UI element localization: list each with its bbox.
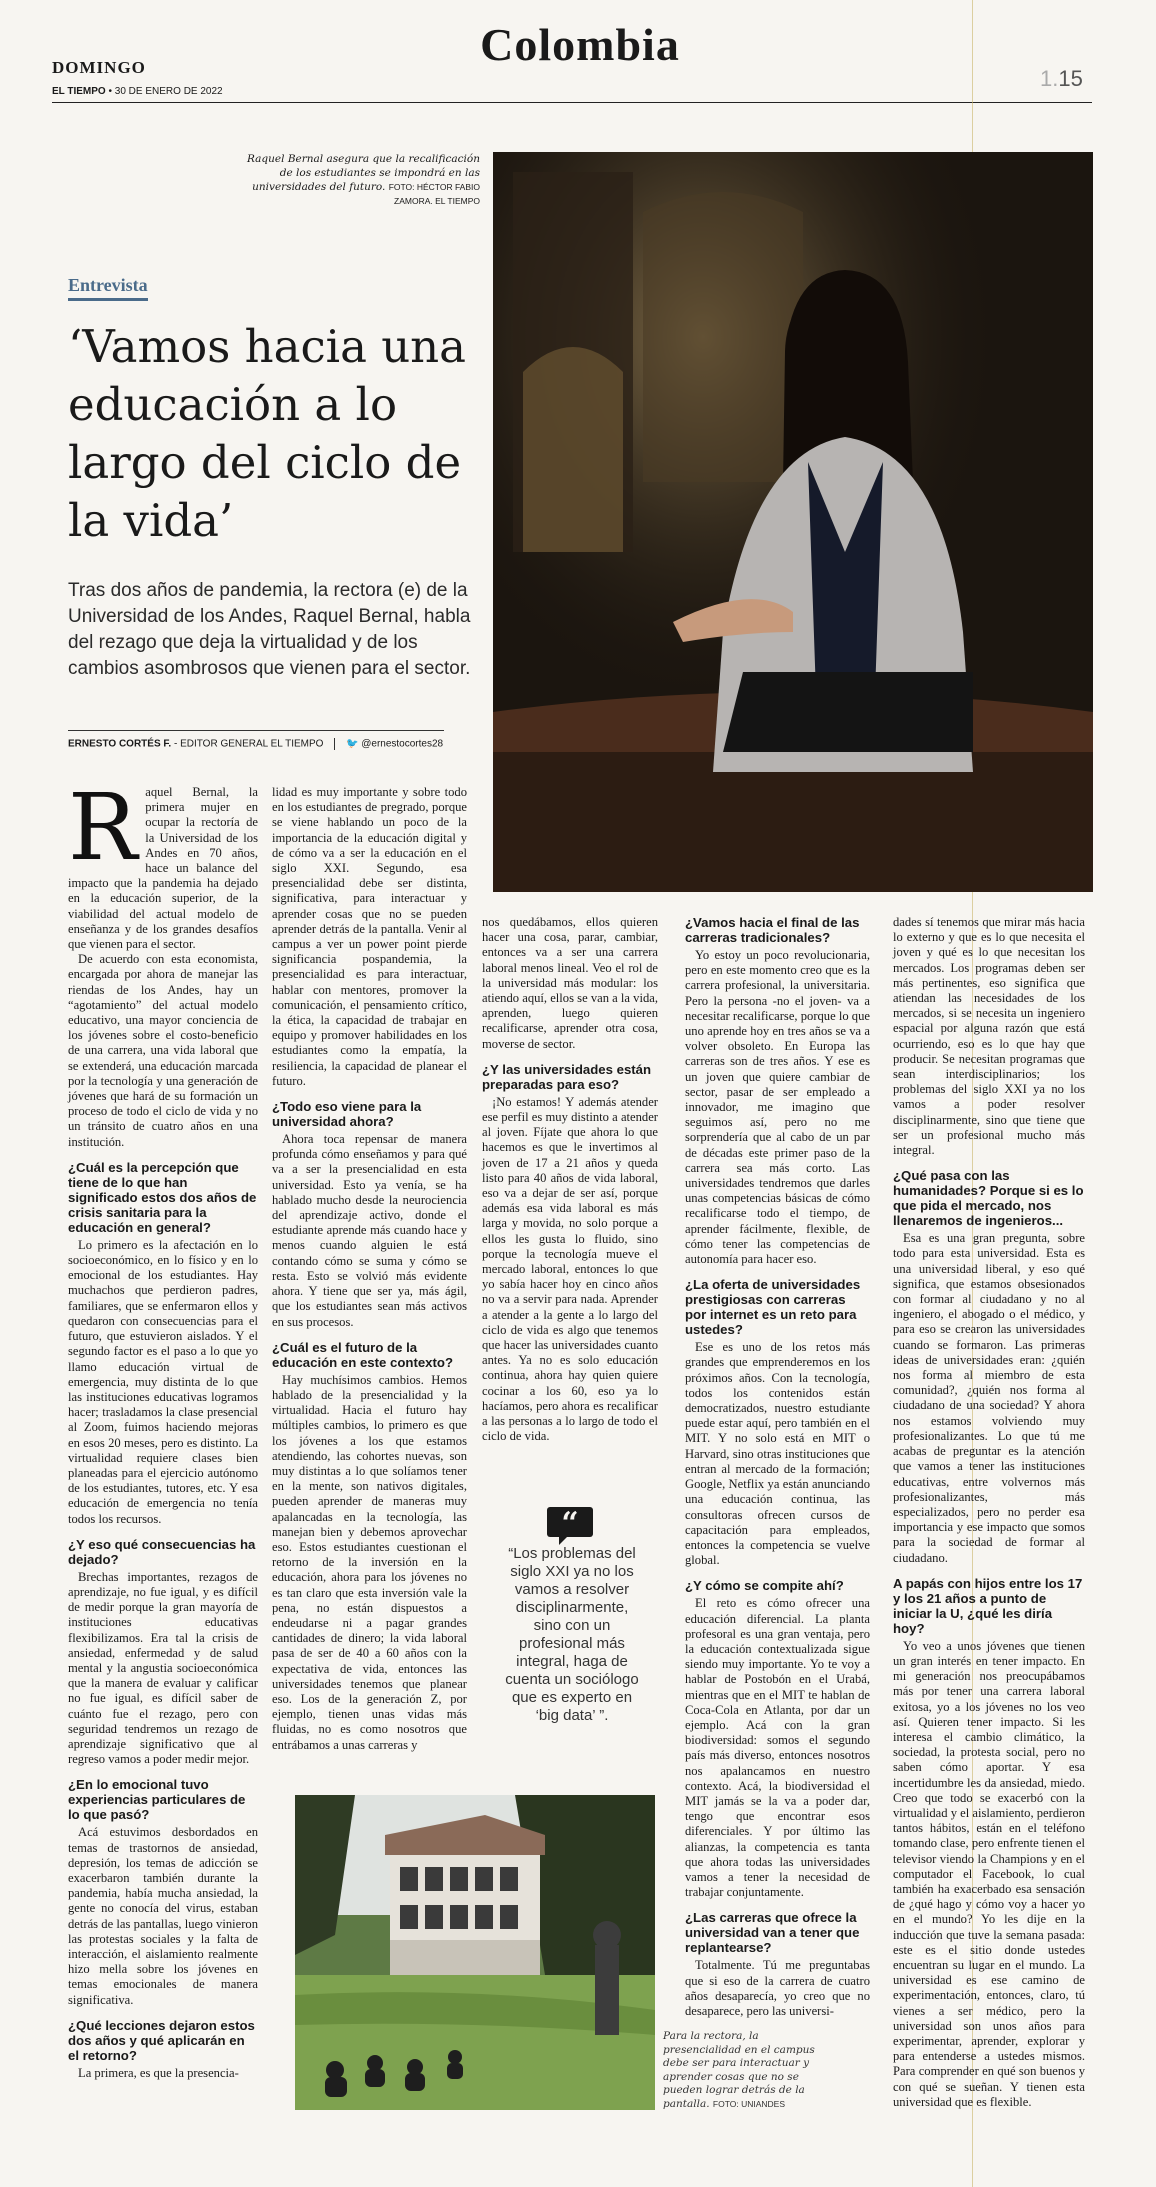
paragraph: dades sí tenemos que mirar más hacia lo externo y que es lo que necesita el joven y qué es lo que necesitan los mercados. Los programas deben ser más pertinentes, eso significa que atiendan las necesidades de los mercados, si se necesita un ingeniero espacial por alguna razón que está ocurriendo, eso es lo que hay que producir. Se necesitan programas que sean interdisciplinarios; los problemas del siglo XXI ya no los vamos a poder resolver disciplinarmente, sino que tiene que ser un profesional mucho más integral. (893, 915, 1085, 1158)
section-title: Colombia (480, 19, 680, 70)
paragraph: nos quedábamos, ellos quieren hacer una cosa, parar, cambiar, entonces va a ser una carrera laboral menos lineal. Veo el rol de la universidad más modular: los atiendo aquí, ellos se van a la vida, aprenden, luego quieren recalificarse, aprender otra cosa, moverse de sector. (482, 915, 658, 1051)
answer: Ese es uno de los retos más grandes que emprenderemos en los próximos años. Con la tecnología, todos los contenidos están democratizados, nuestro estudiante puede estar aquí, pero también en el MIT. Y no solo está en MIT o Harvard, sino otras instituciones que entran al mercado de la formación; Google, Netflix ya están anunciando una educación continua, las consultoras ofrecen cursos de capacitación para empleados, entonces la competencia se vuelve global. (685, 1340, 870, 1568)
campus-photo-credit: FOTO: UNIANDES (712, 2098, 785, 2109)
photo-credit: FOTO: HÉCTOR FABIO ZAMORA. EL TIEMPO (388, 182, 480, 206)
question: ¿Y las universidades están preparadas para eso? (482, 1061, 652, 1092)
answer: Acá estuvimos desbordados en temas de trastornos de ansiedad, depresión, los temas de adicción se exacerbaron también durante la pandemia, había mucha ansiedad, la gente no conocía del virus, estaban detrás de las pantallas, luego vinieron las protestas sociales y la falta de interacción, el aislamiento realmente hizo mella sobre los jóvenes en temas emocionales de manera significativa. (68, 1825, 258, 2007)
page-number (1040, 66, 1083, 92)
answer: Totalmente. Tú me preguntabas que si eso de la carrera de cuatro años desaparecía, yo creo que no desaparece, pero las universi- (685, 1958, 870, 2018)
headline: ‘Vamos hacia una educación a lo largo del ciclo de la vida’ (68, 320, 466, 547)
section-tag: Entrevista (68, 275, 148, 301)
dropcap: R (68, 774, 138, 881)
answer: ¡No estamos! Y además atender ese perfil es muy distinto a atender al joven. Fíjate que ahora lo que hacemos es que le invertimos al joven de 17 a 21 años y queda listo para 40 años de vida laboral, eso va a dejar de ser así, porque además esa vida laboral es más larga y movida, no solo porque a ellos les gusta lo fluido, sino porque la tecnología mueve el mercado laboral, entonces lo que yo sabía hacer hoy en cinco años no va a servir para nada. Aprender a atender a la gente a lo largo del ciclo de vida es algo que tenemos que hacer las universidades cuanto antes. Ya no es solo educación continua, ahora hay quien quiere cocinar a los 60, eso ya lo hacíamos, pero ahora es recalificar a las personas a lo largo de todo el ciclo de vida. (482, 1094, 658, 1444)
page-prefix: 1. (1040, 66, 1059, 91)
question: ¿Y cómo se compite ahí? (685, 1578, 844, 1594)
answer: Yo veo a unos jóvenes que tienen un gran interés en tener impacto. En mi generación nos preocupábamos más por tener una carrera laboral exitosa, yo a los jóvenes no los veo así. Quieren tener impacto. Si les interesa el cambio climático, la sociedad, la protesta social, pero no saben cómo aportar. Y esa incertidumbre les da ansiedad, miedo. Creo que todo se exacerbó con la virtualidad y el aislamiento, perdieron tantos hábitos, están en el teléfono tomando clase, pero enfrente tienen el televisor viendo la Champions y en el computador el Facebook, lo cual también ha exacerbado esa sensación de ¿qué hago y cómo voy a hacer yo en el mundo? Yo les dije en la inducción que tuve la semana pasada: este es el sitio donde ustedes encuentran su lugar en el mundo. La universidad es ese camino de experimentación, entonces, claro, tú vienes a ser médico, pero la universidad son unos años para experimentar, aprender, explorar y para entenderse a ustedes mismos. Para comprender en qué son buenos y con qué se sueñan. Y tienen esta universidad que es flexible. (893, 1638, 1085, 2109)
column-5 (893, 915, 1085, 2110)
question: ¿Cuál es el futuro de la educación en este contexto? (272, 1339, 454, 1370)
question: ¿En lo emocional tuvo experiencias particulares de lo que pasó? (68, 1777, 246, 1823)
day-label: DOMINGO (52, 58, 146, 77)
pull-quote: “Los problemas del siglo XXI ya no los vamos a resolver disciplinarmente, sino con un profesional más integral, haga de cuenta un sociólogo que es experto en ‘big data’ ”. (505, 1545, 639, 1724)
paper-name: EL TIEMPO (52, 86, 106, 97)
column-2 (272, 785, 467, 1753)
column-1 (68, 774, 258, 2081)
svg-text:“: “ (561, 1506, 579, 1541)
paragraph: lidad es muy importante y sobre todo en los estudiantes de pregrado, porque se viene hablando un poco de la importancia de la educación digital y de cómo va a ser la educación en el siglo XXI. Segundo, esa presencialidad debe ser distinta, significativa, para interactuar y aprender cosas que no se pueden aprender detrás de la pantalla. Venir al campus a ver un power point pierde significancia pospandemia, la presencialidad es para interactuar, hablar con mentores, promover la comunicación, el pensamiento crítico, la ética, la capacidad de trabajar en equipo y promover habilidades en los estudiantes como la empatía, la resiliencia, la capacidad de planear el futuro. (272, 785, 467, 1088)
photo-caption-text: Raquel Bernal asegura que la recalificación de los estudiantes se impondrá en las universidades del futuro. (247, 153, 480, 193)
answer: El reto es cómo ofrecer una educación diferencial. La planta profesoral es una gran ventaja, pero la educación contextualizada sigue siendo muy importante. Yo te voy a hablar de Postobón en el Urabá, mientras que en el MIT te hablan de Coca-Cola en Atlanta, por dar un ejemplo. Acá con la gran biodiversidad: somos el segundo país más diverso, entonces nosotros nos apalancamos en nuestro contexto. Acá, la biodiversidad el MIT jamás se la va a poder dar, tengo que encontrar esos diferenciales. Y por último las alianzas, la competencia es tanta que ahora todas las universidades vamos a tener la necesidad de trabajar conjuntamente. (685, 1596, 870, 1900)
question: ¿Qué pasa con las humanidades? Porque si es lo que pida el mercado, nos llenaremos de ingenieros... (893, 1168, 1084, 1229)
campus-photo (295, 1795, 655, 2110)
answer: La primera, es que la presencia- (78, 2065, 239, 2080)
question: ¿Y eso qué consecuencias ha dejado? (68, 1536, 256, 1567)
question: ¿Cuál es la percepción que tiene de lo que han significado estos dos años de crisis sanitaria para la educación en general? (68, 1159, 257, 1235)
date: 30 DE ENERO DE 2022 (114, 86, 223, 97)
deck: Tras dos años de pandemia, la rectora (e) de la Universidad de los Andes, Raquel Bernal, habla del rezago que deja la virtualidad y de los cambios asombrosos que vienen para el sector. (68, 580, 471, 679)
answer: Hay muchísimos cambios. Hemos hablado de la presencialidad y la virtualidad. Hacia el futuro hay múltiples cambios, lo primero es que los jóvenes a los que estamos atendiendo, las cohortes nuevas, son muy distintas a lo que solíamos tener en la mente, son nativos digitales, pueden aprender de maneras muy apalancadas en la tecnología, las manejan bien y debemos aprovechar eso. Estos estudiantes cuestionan el retorno de la inversión en la educación, ahora para los jóvenes no es tan claro que esta inversión vale la pena, no están dispuestos a endeudarse ni a pagar grandes cantidades de dinero; la vida laboral pasa de ser de 40 a 60 años con la expectativa de vida, entonces las universidades tenemos que planear eso. Los de la generación Z, por ejemplo, tienen unas vidas más fluidas, no es como nosotros que entrábamos a unas carreras y (272, 1372, 467, 1752)
portrait-photo (493, 152, 1093, 892)
page-num: 15 (1058, 66, 1083, 91)
question: ¿La oferta de universidades prestigiosas con carreras por internet es un reto para ustedes? (685, 1277, 861, 1338)
author-name: ERNESTO CORTÉS F. (68, 738, 172, 750)
author-role: EDITOR GENERAL EL TIEMPO (180, 738, 324, 750)
question: ¿Vamos hacia el final de las carreras tradicionales? (685, 915, 860, 945)
portrait-illustration (493, 152, 1093, 892)
answer: Esa es una gran pregunta, sobre todo para esta universidad. Esta es una universidad liberal, y eso qué significa, que estamos obsesionados con formar al ciudadano y no al ingeniero, el abogado o el médico, y para eso se crearon las universidades cuando se formaron. Las primeras ideas de universidades eran: ¿quién nos forma al miembro de esta comunidad?, ¿quién nos forma al ciudadano de una sociedad? Y ahora nos estamos volviendo muy profesionalizantes. Lo que tú me acabas de preguntar es la atención que vamos a tener las instituciones educativas, entre volvernos más profesionalizantes, más especializados, pero no perder esa importancia y ese impacto que somos para la sociedad de formar al ciudadano. (893, 1231, 1085, 1565)
campus-caption-text: Para la rectora, la presencialidad en el campus debe ser para interactuar y aprender cosas que no se pueden lograr detrás de la pantalla. (663, 2030, 815, 2110)
column-4 (685, 915, 870, 2019)
campus-photo-caption (663, 2030, 823, 2111)
photo-caption (240, 152, 480, 208)
paragraph: De acuerdo con esta economista, encargada por ahora de manejar las riendas de los Andes, hay un “agotamiento” del actual modelo educativo, una mayor conciencia de los jóvenes sobre el costo-beneficio de una carrera, una vida laboral que se extenderá, una educación marcada por la tecnología y una generación de jóvenes que hará de su formación un proceso de todo el ciclo de vida y no un tránsito de cuatro años en una institución. (68, 952, 258, 1149)
question: ¿Todo eso viene para la universidad ahora? (272, 1099, 422, 1130)
answer: Brechas importantes, rezagos de aprendizaje, no fue igual, y es difícil de medir porque la gran mayoría de instituciones educativas flexibilizamos. Era tal la crisis de ansiedad, enfermedad y de salud mental y la angustia socioeconómica que la manera de evaluar y calificar no fue igual, es difícil saber de cuánto fue el rezago, pero con seguridad tendremos un rezago de aprendizaje significativo que al regreso vamos a poder medir mejor. (68, 1569, 258, 1767)
question: A papás con hijos entre los 17 y los 21 años a punto de iniciar la U, ¿qué les diría hoy? (893, 1575, 1083, 1636)
campus-illustration (295, 1795, 655, 2110)
quote-icon (545, 1505, 595, 1545)
intro-paragraph: aquel Bernal, la primera mujer en ocupar la rectoría de la Universidad de los Andes en 70 años, hace un balance del impacto que la pandemia ha dejado en la educación superior, de la viabilidad del actual modelo de enseñanza y de los grandes desafíos que vienen para el sector. (68, 785, 258, 952)
answer: Lo primero es la afectación en lo socioeconómico, en lo físico y en lo emocional de los estudiantes. Hay muchachos que perdieron padres, familiares, que se enfermaron ellos y quedaron con consecuencias para el futuro, que estuvieron aislados. Y el segundo factor es el paso a lo que yo llamo educación virtual de emergencia, muy distinta de lo que las instituciones educativas logramos hacer; trasladamos la clase presencial al Zoom, fuimos haciendo mejoras en esos 20 meses, pero es distinto. La virtualidad requiere clases bien planeadas para el ejercicio autónomo de los estudiantes, tutores, etc. Y esa educación de emergencia no tenía todos los recursos. (68, 1237, 258, 1526)
question: ¿Las carreras que ofrece la universidad van a tener que replantearse? (685, 1910, 860, 1956)
question: ¿Qué lecciones dejaron estos dos años y qué aplicarán en el retorno? (68, 2017, 255, 2063)
column-3 (482, 915, 658, 1445)
byline: ERNESTO CORTÉS F. - EDITOR GENERAL EL TIEMPO 🐦 @ernestocortes28 (68, 738, 444, 750)
twitter-icon: 🐦 (346, 738, 359, 750)
answer: Ahora toca repensar de manera profunda cómo enseñamos y para qué va a ser la presencialidad en esta universidad. Esto ya venía, se ha hablado mucho desde la neurociencia del aprendizaje activo, donde el estudiante aprende más cuando hace y menos cuando alguien le está contando cómo se suma y cómo se resta. Esto se volvió más evidente ahora. Y tiene que ser ya, más ágil, que los estudiantes sean más activos en sus procesos. (272, 1132, 467, 1329)
dateline: EL TIEMPO • 30 DE ENERO DE 2022 (52, 86, 223, 97)
byline-separator (334, 738, 335, 750)
byline-rule (68, 730, 444, 731)
header-rule (52, 102, 1092, 103)
answer: Yo estoy un poco revolucionaria, pero en este momento creo que es la carrera profesional, la universitaria. Pero la persona -no el joven- va a necesitar recalificarse, porque lo que uno aprende hoy en tres años se va a volver obsoleto. En Europa las carreras son de tres años. Y ese es un joven que quiere cambiar de sector, pasar de ser empleado a innovador, me imagino que seguimos así, pero no me sorprendería que al cabo de un par de décadas este primer paso de la carrera sea más corto. Las universidades tendremos que darles unas competencias básicas de cómo recalificarse todo el tiempo, de aprender fácilmente, flexible, de cómo tener las competencias de autonomía para hacer eso. (685, 948, 870, 1267)
twitter-handle: @ernestocortes28 (361, 738, 444, 750)
